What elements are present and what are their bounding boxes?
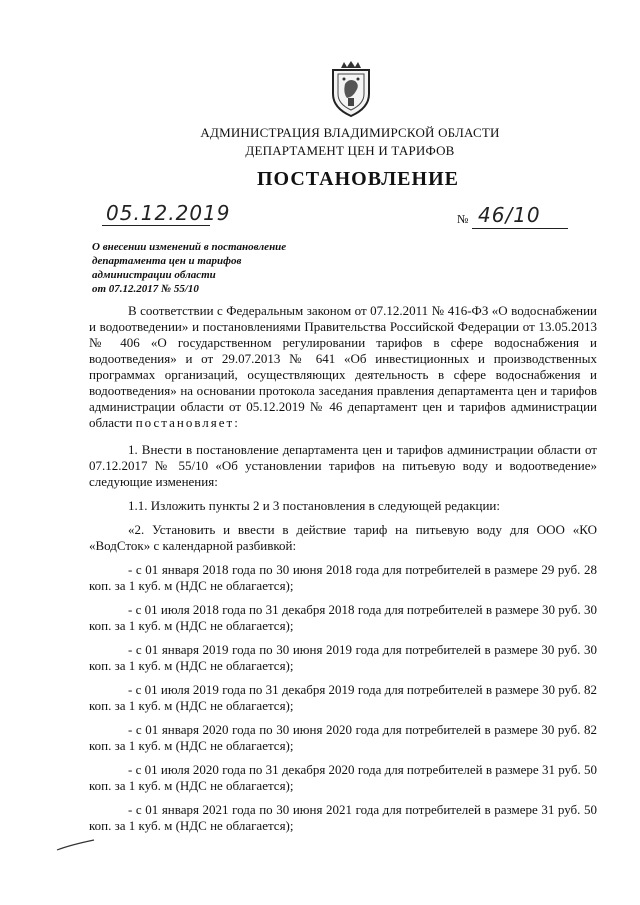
document-title: ПОСТАНОВЛЕНИЕ <box>257 168 459 190</box>
subject-line: администрации области <box>92 269 216 281</box>
subject-line: департамента цен и тарифов <box>92 255 242 267</box>
tariff-item: - с 01 июля 2019 года по 31 декабря 2019 года для потребителей в размере 30 руб. 82 коп. за 1 куб. м (НДС не облагается); <box>89 682 597 713</box>
preamble-paragraph <box>89 303 597 431</box>
handwritten-date: 05.12.2019 <box>106 201 231 225</box>
department-name: ДЕПАРТАМЕНТ ЦЕН И ТАРИФОВ <box>245 143 455 158</box>
document-body <box>89 303 597 834</box>
preamble-text: В соответствии с Федеральным законом от 07.12.2011 № 416-ФЗ «О водоснабжении и водоотведении» и постановлениями Правительства Российской Федерации от 13.05.2013 № 406 «О государственном регулировании тарифов в сфере водоснабжения и водоотведения» и от 29.07.2013 № 641 «Об инвестиционных и производственных программах организаций, осуществляющих деятельность в сфере водоснабжения и водоотведения» на основании протокола заседания правления департамента цен и тарифов администрации области от 05.12.2019 № 46 департамент цен и тарифов администрации области <box>89 303 597 430</box>
coat-of-arms-emblem-icon <box>327 60 375 118</box>
clause-1-1: 1.1. Изложить пункты 2 и 3 постановления в следующей редакции: <box>128 498 500 513</box>
tariff-item: - с 01 июля 2018 года по 31 декабря 2018 года для потребителей в размере 30 руб. 30 коп. за 1 куб. м (НДС не облагается); <box>89 602 597 633</box>
tariff-item: - с 01 января 2018 года по 30 июня 2018 года для потребителей в размере 29 руб. 28 коп. за 1 куб. м (НДС не облагается); <box>89 562 597 593</box>
handwritten-number: 46/10 <box>478 203 541 227</box>
organization-name: АДМИНИСТРАЦИЯ ВЛАДИМИРСКОЙ ОБЛАСТИ <box>200 125 500 140</box>
tariff-item: - с 01 июля 2020 года по 31 декабря 2020 года для потребителей в размере 31 руб. 50 коп. за 1 куб. м (НДС не облагается); <box>89 762 597 793</box>
clause-2: «2. Установить и ввести в действие тариф на питьевую воду для ООО «КО «ВодСток» с календарной разбивкой: <box>89 522 597 553</box>
tariff-item: - с 01 января 2021 года по 30 июня 2021 года для потребителей в размере 31 руб. 50 коп. за 1 куб. м (НДС не облагается); <box>89 802 597 833</box>
subject-line: от 07.12.2017 № 55/10 <box>92 283 199 295</box>
number-sign: № <box>457 212 469 226</box>
pen-mark-icon <box>56 838 96 852</box>
tariff-item: - с 01 января 2020 года по 30 июня 2020 года для потребителей в размере 30 руб. 82 коп. за 1 куб. м (НДС не облагается); <box>89 722 597 753</box>
resolves-word: постановляет: <box>135 415 240 430</box>
subject-line: О внесении изменений в постановление <box>92 241 287 253</box>
number-underline <box>472 228 568 229</box>
clause-1: 1. Внести в постановление департамента цен и тарифов администрации области от 07.12.2017 № 55/10 «Об установлении тарифов на питьевую воду и водоотведение» следующие изменения: <box>89 442 597 489</box>
tariff-item: - с 01 января 2019 года по 30 июня 2019 года для потребителей в размере 30 руб. 30 коп. за 1 куб. м (НДС не облагается); <box>89 642 597 673</box>
date-underline <box>102 225 210 226</box>
document-subject <box>92 240 332 296</box>
